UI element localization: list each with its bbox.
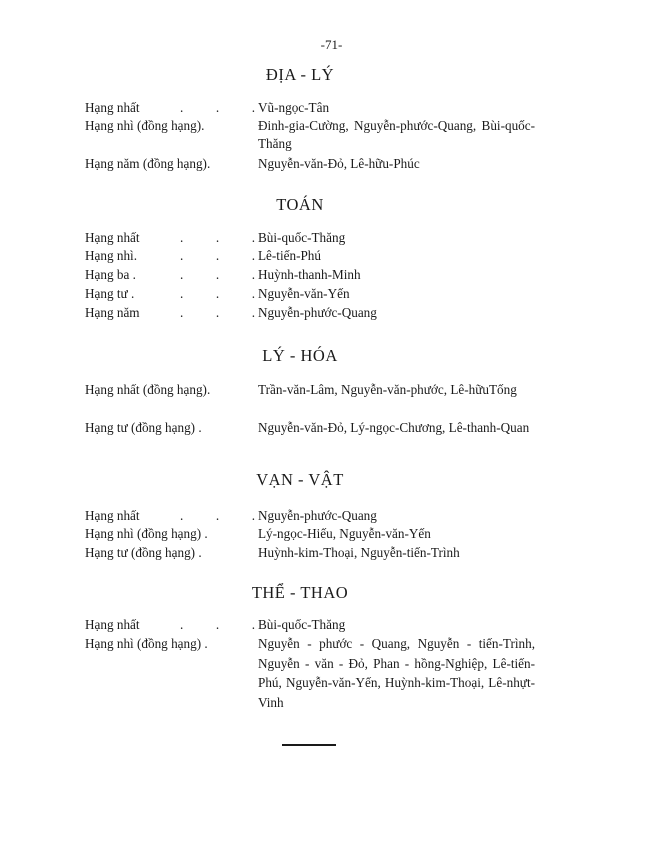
page-number: -71- [320, 37, 343, 52]
student-names: Vũ-ngọc-Tân [258, 100, 330, 115]
end-divider [282, 744, 336, 746]
rank-label: Hạng tư (đồng hạng) . [85, 545, 202, 560]
leader-dots: . . . [180, 617, 255, 632]
section-title-toan: TOÁN [276, 195, 324, 214]
rank-label: Hạng năm [85, 305, 140, 320]
rank-label: Hạng tư (đồng hạng) . [85, 420, 202, 435]
rank-label: Hạng nhì. [85, 248, 138, 263]
leader-dots: . . . [180, 100, 255, 115]
rank-label: Hạng năm (đồng hạng). [85, 156, 211, 171]
rank-label: Hạng nhất (đồng hạng). [85, 382, 211, 397]
student-names: Nguyễn-phước-Quang [258, 508, 377, 523]
rank-label: Hạng nhì (đồng hạng). [85, 118, 205, 133]
rank-label: Hạng nhất [85, 100, 140, 115]
section-title-the-thao: THỂ - THAO [251, 583, 349, 602]
student-names: Nguyễn - phước - Quang, Nguyễn - tiến-Trình, Nguyễn - văn - Đỏ, Phan - hồng-Nghiệp, Lê-tiến-Phú, Nguyễn-văn-Yến, Huỳnh-kim-Thoại, Lê-nhựt-Vinh [258, 636, 535, 710]
rank-label: Hạng ba . [85, 267, 136, 282]
student-names: Nguyễn-văn-Yến [258, 286, 350, 301]
rank-label: Hạng tư . [85, 286, 135, 301]
rank-label: Hạng nhì (đồng hạng) . [85, 526, 208, 541]
student-names: Huỳnh-thanh-Minh [258, 267, 361, 282]
student-names: Trần-văn-Lâm, Nguyễn-văn-phước, Lê-hữuTống [258, 382, 517, 397]
rank-label: Hạng nhất [85, 508, 140, 523]
rank-label: Hạng nhì (đồng hạng) . [85, 636, 208, 651]
leader-dots: . . . [180, 305, 255, 320]
section-title-van-vat: VẠN - VẬT [256, 470, 344, 489]
student-names: Nguyễn-phước-Quang [258, 305, 377, 320]
leader-dots: . . . [180, 248, 255, 263]
leader-dots: . . . [180, 508, 255, 523]
student-names: Bùi-quốc-Thăng [258, 230, 346, 245]
student-names: Bùi-quốc-Thăng [258, 617, 346, 632]
student-names: Nguyễn-văn-Đỏ, Lý-ngọc-Chương, Lê-thanh-Quan [258, 420, 530, 435]
leader-dots: . . . [180, 286, 255, 301]
section-title-dia-ly: ĐỊA - LÝ [265, 65, 335, 84]
rank-label: Hạng nhất [85, 617, 140, 632]
rank-label: Hạng nhất [85, 230, 140, 245]
student-names: Huỳnh-kim-Thoại, Nguyễn-tiến-Trình [258, 545, 460, 560]
student-names: Lý-ngọc-Hiếu, Nguyễn-văn-Yến [258, 526, 431, 541]
section-title-ly-hoa: LÝ - HÓA [262, 346, 338, 365]
leader-dots: . . . [180, 267, 255, 282]
student-names: Nguyễn-văn-Đỏ, Lê-hữu-Phúc [258, 156, 420, 171]
leader-dots: . . . [180, 230, 255, 245]
student-names: Lê-tiến-Phú [258, 248, 321, 263]
student-names: Đinh-gia-Cường, Nguyễn-phước-Quang, Bùi-quốc-Thăng [258, 118, 535, 151]
